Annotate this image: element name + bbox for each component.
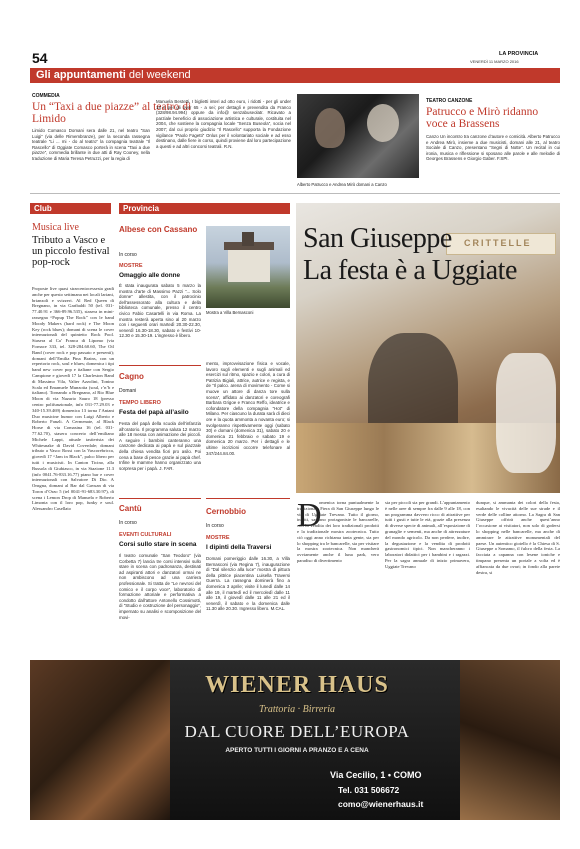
section-title-light: del weekend (128, 69, 191, 81)
issue-date: VENERDÌ 11 MARZO 2016 (470, 59, 519, 64)
market-banner-text: CRITTELLE (464, 238, 532, 248)
cagno-when: Domani (119, 388, 137, 394)
cantu-title: Corsi sullo stare in scena (119, 541, 197, 548)
club-label: Club (30, 203, 111, 214)
main-headline-1: San Giuseppe (303, 223, 452, 254)
performer-left (315, 108, 345, 148)
cantu-when: In corso (119, 520, 137, 526)
cernobbio-sub: MOSTRE (206, 535, 230, 541)
cernobbio-text: Domani pomeriggio dalle 16.30, a Villa Bernasconi (via Regina 7), inaugurazione di “Dal silenzio alla luce” mostra di pittura della pittrice piacentina Luisella Traversi Guerra. La rassegna dominerà fino a domenica 3 aprile; visite il lunedì dalle 14 alle 19, il martedì ed il mercoledì dalle 11 alle 19, il giovedì dalle 11 alle 21 ed il venerdì, il sabato e la domenica dalle 11.30 alle 20.30. Ingresso libero. M.CAL. (206, 556, 290, 612)
cagno-text: Festa del papà della scuola dell’infanzia all’oratorio. Il programma saluta 12 marzo alle 18 messa con animazione dei piccoli. A seguire i bambini canteranno una canzone dedicata ai papà e sul piazzale della chiesa vendita fiori pro asilo. Poi cena a base di pesce grazie ai papà chef. Infine le mamme hanno organizzato una sorpresa per i papà. J. FAR. (119, 421, 201, 471)
ad-hours: APERTO TUTTI I GIORNI A PRANZO E A CENA (225, 747, 369, 754)
performer-right (367, 104, 399, 142)
commedia-title: Un “Taxi a due piazze” al teatro di Limido (32, 101, 192, 125)
cernobbio-town: Cernobbio (206, 507, 246, 516)
cantu-text-2: mento, improvvisazione fisica e vocale, lavoro sugli elementi e sugli animali ed esercizi sul ritmo, spazio e colori, a cura di Patrizia Bigiali, attrice, autrice e regista, e de “Il palco. arena di movimento - Come si muove un attore di danza tore sulla scena”, affidato ai danzatori e coreografi Barbara Grigoe e Franco Reffo, ideatrice e cofondatore della compagnia “Hot” di Milano. Per ciascuno la durata sarà di dieci ore e la quota ammonta a novanta euro; si svolgeranno rispettivamente oggi (sabato 30) e domani (domenica 31), sabato 20 e domenica 21 febbraio e sabato 19 e domenica 20 marzo. Per i dettagli e le ultime iscrizioni occorre telefonare al 347/244.84.00. (206, 361, 290, 456)
albese-text: È stata inaugurata sabato 5 marzo la mostra d’arte di Massimo Pazzi “... Solo donne” allestita, con il patrocinio dell’assessorato alla cultura e della biblioteca comunale, presso il centro civico Fabio Casartelli in via Roma. La mostra resterà aperta sino al 20 marzo con i seguenti orari martedì 20.30-22.30, venerdì 16.30-18.30, sabato e festivi 10-12.30 e 15.30-19. L’ingresso è libero. (119, 283, 201, 339)
club-title: Tributo a Vasco e un piccolo festival pop-rock (32, 235, 110, 268)
page-number: 54 (32, 50, 48, 66)
commedia-text: Limido Comasco Domani sera dalle 21, nel teatro “San Luigi” (via delle Rimembranze), per la seconda rassegna teatrale “Li ... mi - do al teatro” la compagnia teatrale “Il Rascello” di Oggiate Comasco porterà in scena “Taxi a due piazze”, commedia brillante in due atti di Ray Cooney, nella traduzione di Maria Teresa Petruzzi, per la regia di (32, 128, 150, 161)
albese-town: Albese con Cassano (119, 225, 198, 234)
newspaper-name: LA PROVINCIA (499, 51, 539, 57)
provincia-label: Provincia (119, 203, 290, 214)
customer-figure (496, 353, 556, 473)
cagno-sub: TEMPO LIBERO (119, 400, 161, 406)
provincia-rule-1 (119, 365, 201, 366)
canzone-kicker: TEATRO CANZONE (426, 98, 473, 104)
canzone-text: Canzo Un incontro tra canzone d’autore e comicità. Alberto Patrucco e Andrea Mirò, insieme a due musicisti, domani alle 21, al teatro Sociale di Canzo, presentano “Segni di Notte”. Un recital in cui ironia, musica e riflessione si sposano alle parole e alle melodie di Georges Brassens e Giorgio Gaber. F.SPI. (426, 134, 560, 162)
provincia-rule-3 (206, 498, 290, 499)
albese-sub: MOSTRE (119, 263, 143, 269)
villa-tower (242, 232, 254, 246)
villa-photo (206, 226, 290, 308)
villa-building (228, 248, 270, 282)
ad-tagline: Trattoria · Birreria (258, 704, 336, 715)
ad-phone: Tel. 031 506672 (338, 785, 400, 795)
canzone-title: Patrucco e Mirò ridanno voce a Brassens (426, 106, 539, 130)
ad-photo (30, 660, 170, 820)
patrucco-miro-photo (297, 94, 419, 178)
photo-caption: Alberto Patrucco e Andrea Mirò domani a Canzo (297, 182, 387, 187)
cantu-sub: EVENTI CULTURALI (119, 532, 172, 538)
drop-cap: D (297, 497, 322, 534)
commedia-text-2: Manuela Bestetti. I biglietti interi ad otto euro, i ridotti - per gli under 18 e per gli over 65 - a sei; per dettagli e prevendita da Franco (328/98.94.994) oppure da info@ senzabuseolatr. Ricavato a parziale beneficio di associazione artistica e culturale, costituita nel 2004, che sostiene la compagnia locale “Senza Buseola”, socia nel 2007; dal cui proprio giudizio “Il Rascello” supporta la Fondazione vigilance “Paolo Fagetti” Onlus per il volontariato sociale e ad esso destinano, dalle fiere in corso, quindi proviene dal loro partecipazione a questi e ad altri concorsi teatrali. R.N. (156, 99, 291, 149)
albese-title: Omaggio alle donne (119, 272, 181, 279)
ad-email: como@wienerhaus.it (338, 799, 424, 809)
cantu-town: Cantù (119, 504, 142, 513)
cernobbio-title: I dipinti della Traversi (206, 544, 272, 551)
cagno-title: Festa del papà all’asilo (119, 409, 189, 416)
main-headline-2: La festa è a Uggiate (303, 255, 517, 286)
ad-headline: DAL CUORE DELL’EUROPA (184, 722, 410, 741)
main-col-2: sia per piccoli sia per grandi. L’appuntamento è nelle aree di sempre fra dalle 9 alle 18, con un programma davvero ricco di attrattive per tutti i gusti e tutte le età, grazie alla presenza di diverse specie di animali, all’esposizione di granaglie e sementi, ma anche di attrezzature del mondo agricolo. Da non perdere, inoltre, la degustazione e la vendita di prodotti gastronomici tipici. Non mancheranno i laboratori didattici per i bambini e i ragazzi. Per la sagra annuale di inizio primavera, Uggiate Trevano (385, 500, 470, 569)
club-text: Proposte live quasi strarcentocessesta gradi anche per questo settimana nei locali lariani, brianzoli e svizzeri. Al Red Queen di Bregnano, in via Garibaldi 50 (tel. 031-77.40.91 e 366-89.96.535), stasera in mini-rassegna “Popup The Rock” con le band Moody Makers (hard rock) e The Moon Key (rock blues); domani di scena le cover internazionali del quintetto Rock Pool. Stasera al Ca’ Franca di Lipomo (via Fornace 333, tel. 328-284.60.60, The Oil Band (cover rock e pop passato e presenti); domani dell’Emilia Pina Brains, con un repertorio rock, soul e blues; domenica i tipi band new cover pop e italiane con Sergio Campione e giovedì 17 la Charleston Band di Massimo Vila, Valter Azzolini, Tonino Scala ed Emanuele Munzotta (soul, r’n’b e italiano). Tornando a Bregnano, al Rio Blue Moon di via Nazario Sauro 18 (presso centro polifunzionale, info 031-77.29.03 e 340-15.39.469) domenica 13 torna l’Antani Duo musicine humor con Luigi Alberio e Roberto Fanzli. A Cermenate, al Black Horse di via Comasina 16 (tel. 031-77.62.70), stasera concerto dell’emiliano Michele Lappi, attuale tastierista dei Whitesnake di David Coverdale; domani tributo a Vasco Rossi con la Vascorebricca, giovedì 17 “Jam in Black”, palco libero per tutti i musicisti. In Canton Ticino, alla Bussola di Giubiasco, in via Stazione 11.3 (info 0041.76-833.16.77) piano bar e cover internazionali con Salvatore Di Dio. A Onsgna, domani al Bar dal Gavuan di via Toron d’Orzo 5 (tel 0041-91-683.30.97), di scena i Lemon Drop di Manuela e Roberto Limonta con il loro pop, funky e soul. Alessandro Casellato (32, 286, 114, 512)
main-col-3: dunque, si ammanta dei colori della festa, esaltando le vivacità delle sue strade e il verde delle colline attorno. La Sagra di San Giuseppe offrirà anche quest’anno l’occasione ai visitatori, non solo di godersi lo shopping nelle bancarelle, ma anche di ammirare le attrattive monumentali del paese. Un autentico gioiello è la Chiesa di S. Giuseppe a Somamo, il fulcro della festa. La facciata a capanna con lesene ioniche e timpano presenta un portale a volta ed è affiancata da due ovari; in fondo alla parete destra, si (476, 500, 560, 575)
albese-when: In corso (119, 252, 137, 258)
section-title-bold: Gli appuntamenti (36, 69, 126, 81)
club-kicker: Musica live (32, 222, 79, 233)
villa-caption: Mostra a Villa Bernasconi (206, 310, 254, 315)
ad-brand: WIENER HAUS (205, 672, 389, 698)
ad-address: Via Cecilio, 1 • COMO (330, 770, 422, 780)
cantu-text: Il teatro comunale “San Teodoro” (via Corbetta 7) lancia tre corsi intensivi sullo stare in scena con padronanza, destinati ad aspiranti attori e danzatori ormai ne non ambiscono ad una carriera professionale. Si tratta de “Le nevrosi del comico e il corpo voce”, laboratorio di formazione attoriale e performativa a condotto dall’attore Antonello Cossimotti, di “Studio e costruzione del personaggio”, impernato su analisi e scomposizione del movi- (119, 553, 201, 620)
cagno-town: Cagno (119, 372, 144, 381)
main-col-1: omenica torna puntualmente la tradizionale Fiera di San Giuseppe lungo le vie di Uggiate Trevano. Tutto il giorno, infatti, saranno protagoniste le bancarelle, con la vendita dei loro tradizionali prodotti e la tradizionale mostra zootecnica. Tutto ciò oggi anno richiama tanta gente, sia per lo shopping tra le bancarelle, sia per visitare la mostra zootecnica. Non mancherà ovviamente anche il luna park, vero paradiso di divertimento (297, 500, 379, 563)
section-title (36, 69, 191, 82)
ad-photo-right (460, 660, 560, 820)
commedia-kicker: COMMEDIA (32, 93, 60, 99)
cernobbio-when: In corso (206, 523, 224, 529)
top-divider (30, 193, 560, 194)
provincia-rule-2 (119, 498, 201, 499)
